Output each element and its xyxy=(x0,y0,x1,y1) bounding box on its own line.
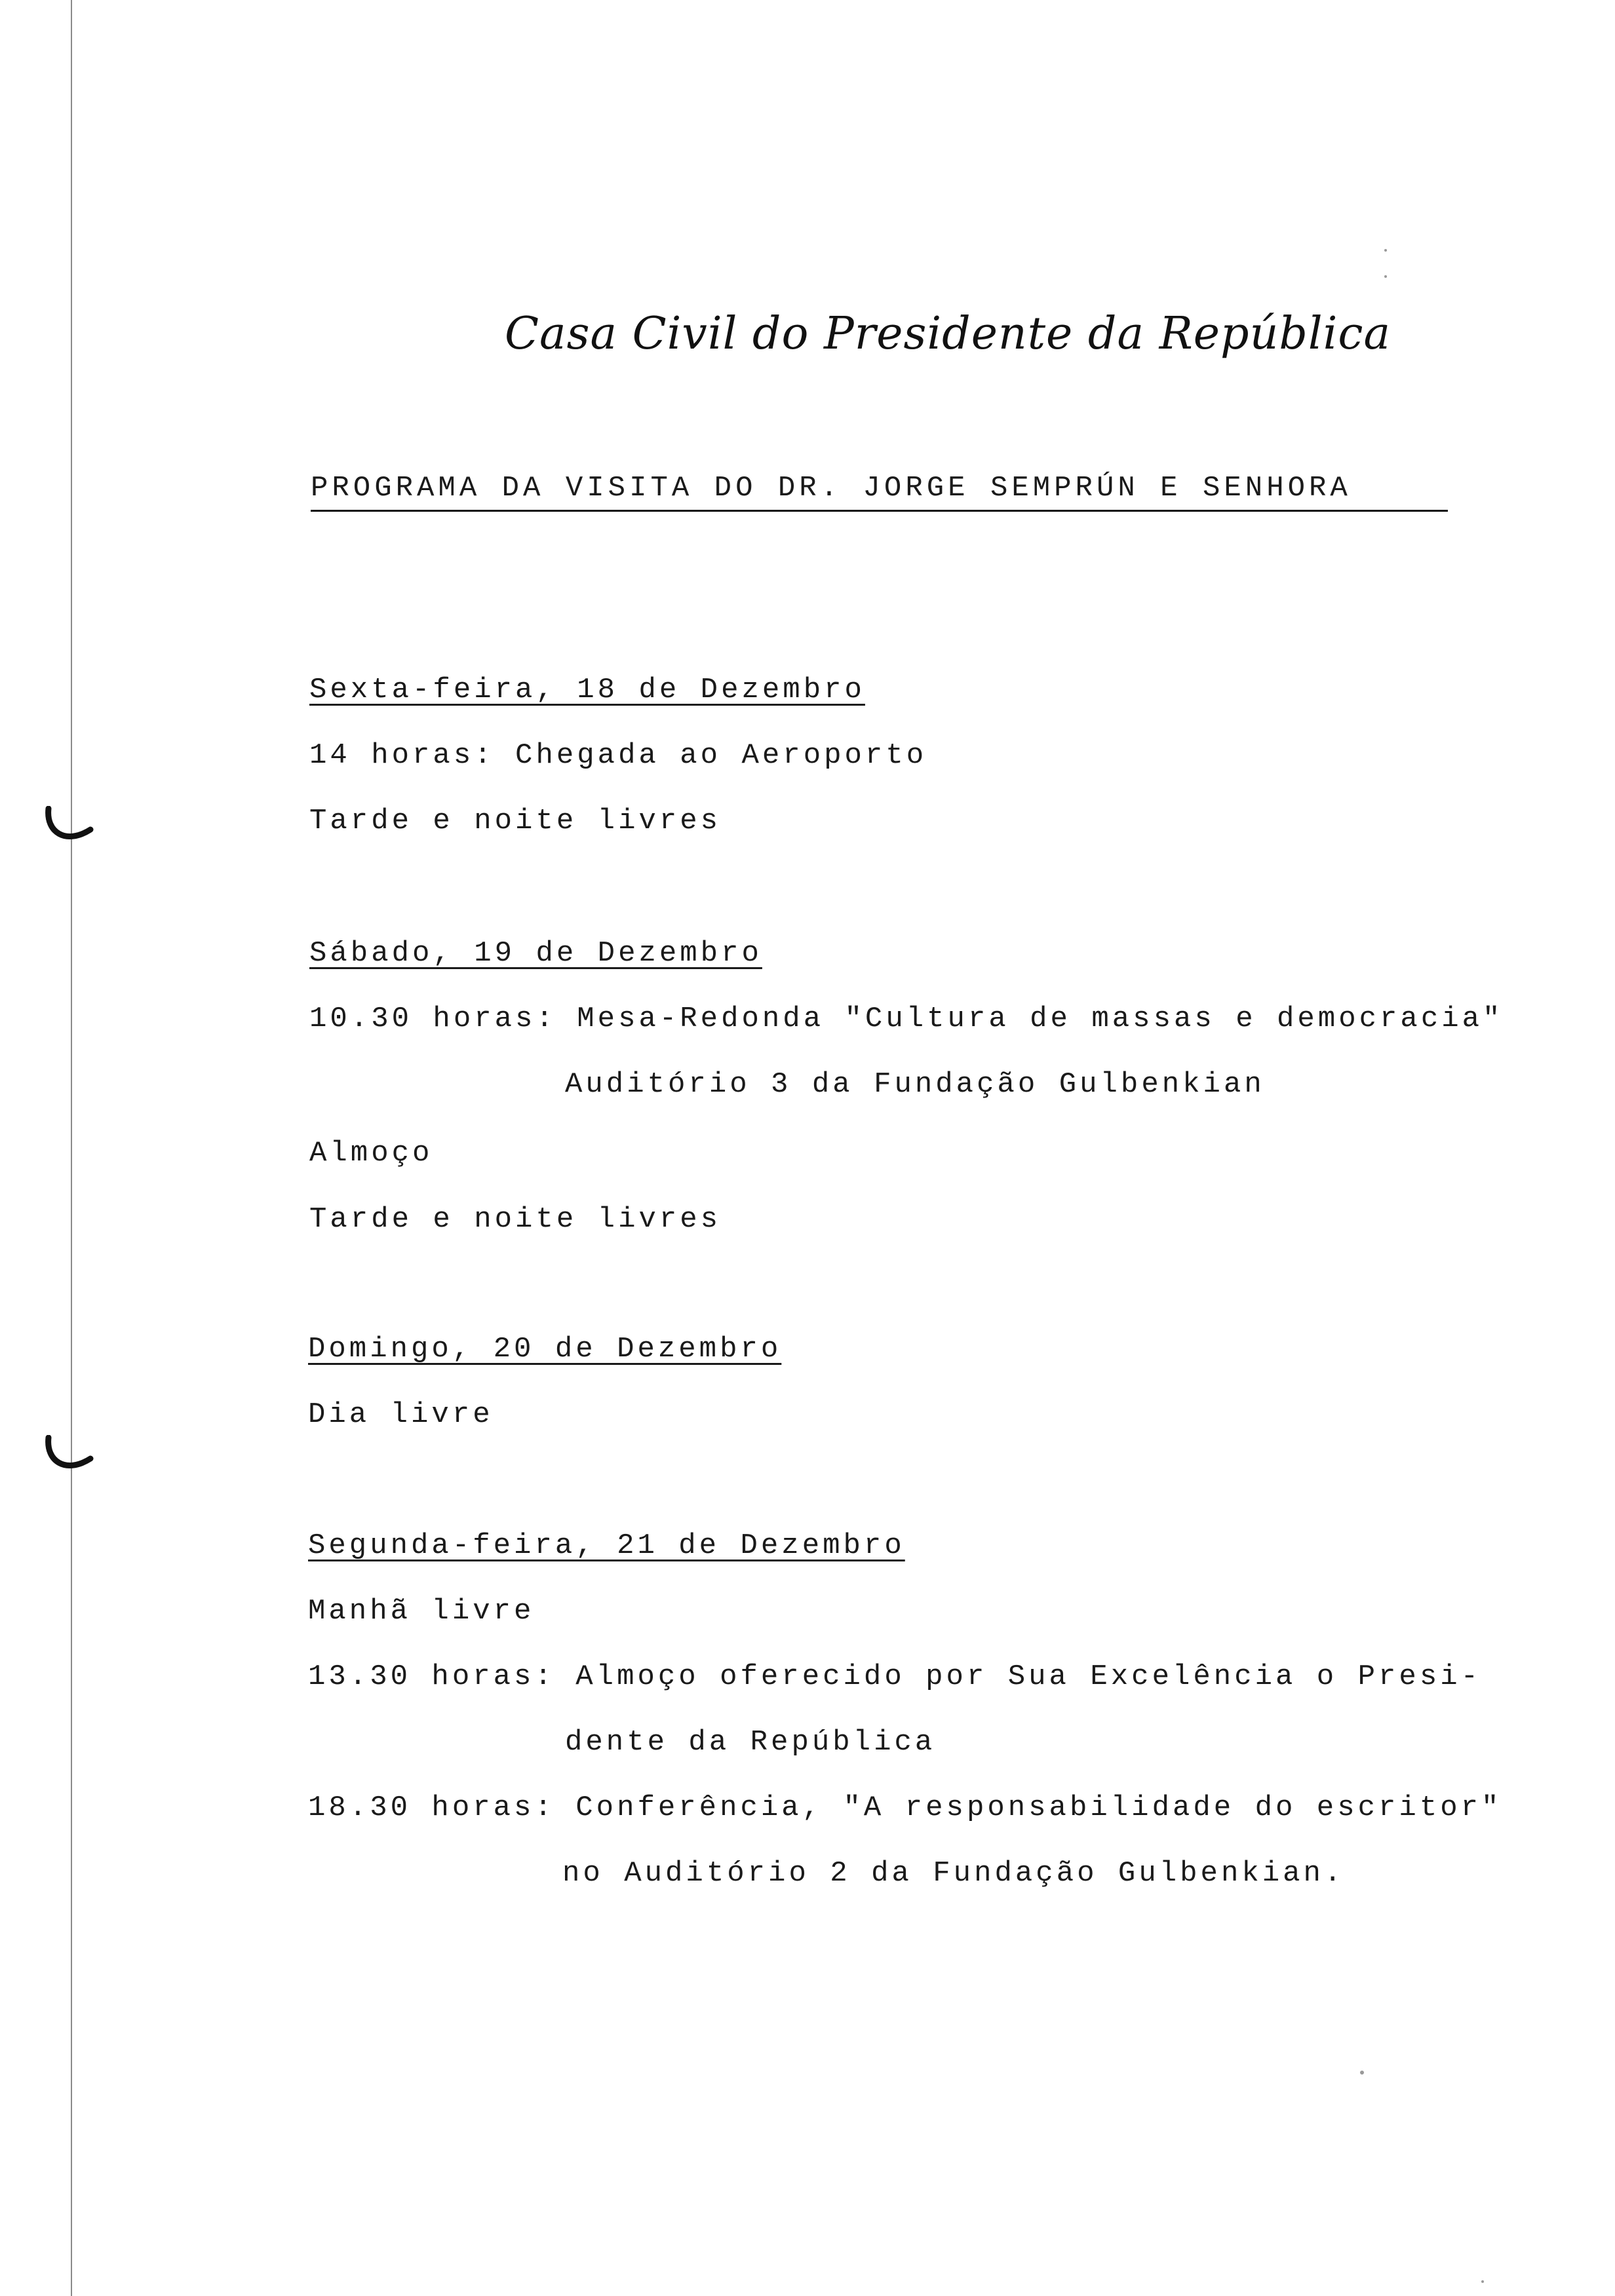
schedule-line: Dia livre xyxy=(308,1398,494,1431)
schedule-line: Almoço xyxy=(309,1137,433,1170)
schedule-line: 14 horas: Chegada ao Aeroporto xyxy=(309,739,927,772)
margin-line xyxy=(71,0,72,2296)
scan-speck xyxy=(1384,275,1387,278)
schedule-line: dente da República xyxy=(565,1726,936,1759)
schedule-line: Auditório 3 da Fundação Gulbenkian xyxy=(565,1068,1265,1101)
day-heading-sunday: Domingo, 20 de Dezembro xyxy=(308,1333,782,1366)
day-heading-saturday: Sábado, 19 de Dezembro xyxy=(309,937,762,970)
page-title: PROGRAMA DA VISITA DO DR. JORGE SEMPRÚN E SENHORA xyxy=(311,472,1448,512)
schedule-line: Tarde e noite livres xyxy=(309,805,722,837)
schedule-line: 18.30 horas: Conferência, "A responsabilidade do escritor" xyxy=(308,1791,1502,1824)
schedule-line: Tarde e noite livres xyxy=(309,1203,722,1236)
scan-speck xyxy=(1481,2280,1484,2283)
hole-punch-mark-icon xyxy=(39,1435,98,1481)
hole-punch-mark-icon xyxy=(39,806,98,852)
schedule-line: 10.30 horas: Mesa-Redonda "Cultura de massas e democracia" xyxy=(309,1003,1504,1035)
schedule-line: Manhã livre xyxy=(308,1595,535,1628)
schedule-line: no Auditório 2 da Fundação Gulbenkian. xyxy=(562,1857,1345,1890)
day-heading-monday: Segunda-feira, 21 de Dezembro xyxy=(308,1529,905,1562)
letterhead: Casa Civil do Presidente da República xyxy=(505,308,1391,360)
scan-speck xyxy=(1384,249,1387,252)
day-heading-friday: Sexta-feira, 18 de Dezembro xyxy=(309,674,865,706)
schedule-line: 13.30 horas: Almoço oferecido por Sua Excelência o Presi- xyxy=(308,1660,1482,1693)
scan-speck xyxy=(1360,2071,1364,2075)
